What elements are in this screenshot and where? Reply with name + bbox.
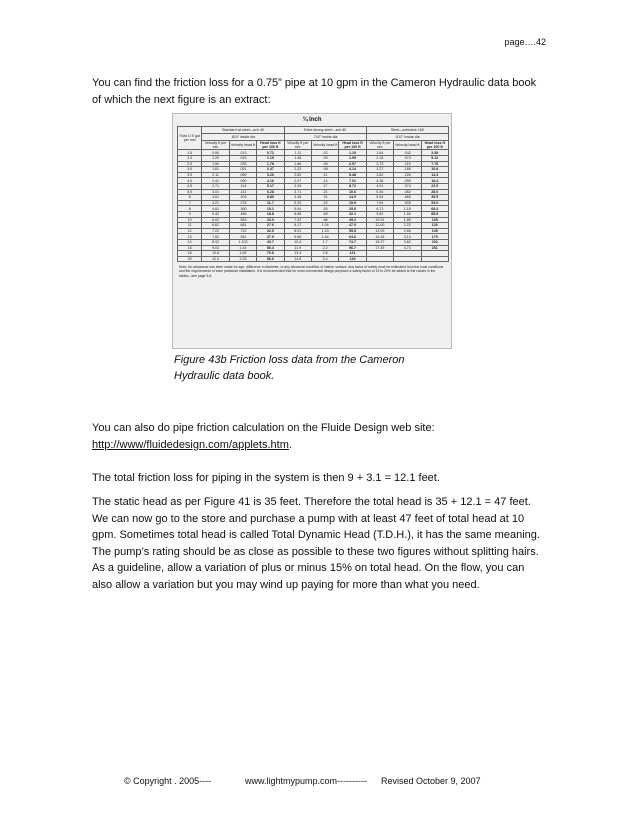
table-cell: .681 [229, 223, 256, 229]
table-cell: 2.25 [229, 256, 256, 262]
table-cell: 3.0 [178, 167, 202, 173]
table-cell: 39.5 [421, 195, 449, 201]
figure-title: ¾ Inch [302, 117, 322, 123]
column-header: Velocity ft per sec [366, 141, 393, 150]
table-cell: .051 [229, 167, 256, 173]
table-cell: 8.17 [284, 223, 311, 229]
table-cell: 16 [178, 251, 202, 257]
footer-copyright: © Copyright . 2005---- [124, 776, 212, 786]
table-cell: .86 [311, 217, 338, 223]
table-cell: 7 [178, 200, 202, 206]
table-cell: 13 [178, 234, 202, 240]
table-cell: .115 [394, 161, 421, 167]
table-cell: .69 [311, 211, 338, 217]
table-cell: 47.0 [339, 223, 366, 229]
table-cell: 18.4 [421, 178, 449, 184]
table-cell: .141 [229, 189, 256, 195]
table-cell: .665 [394, 195, 421, 201]
table-cell: 2.5 [178, 161, 202, 167]
table-cell: 37.9 [257, 234, 284, 240]
table-cell: 12.00 [366, 223, 393, 229]
table-cell [421, 256, 449, 262]
table-cell: .069 [229, 172, 256, 178]
column-header: Head loss ft per 100 ft [421, 141, 449, 150]
table-cell: 126 [421, 223, 449, 229]
table-cell: 10.8 [202, 251, 229, 257]
friction-loss-table [177, 126, 449, 262]
table-cell: .456 [229, 211, 256, 217]
table-cell: 2.11 [202, 172, 229, 178]
table-cell: 1.20 [202, 156, 229, 162]
table-cell: 4.91 [366, 183, 393, 189]
table-cell: .360 [229, 206, 256, 212]
table-cell: .035 [229, 161, 256, 167]
table-cell: 8.73 [366, 206, 393, 212]
table-cell: 17.45 [366, 245, 393, 251]
table-cell: 1.50 [202, 161, 229, 167]
column-header: Head loss ft per 100 ft [339, 141, 366, 150]
column-header: Velocity head ft [311, 141, 338, 150]
table-cell: 68.4 [421, 206, 449, 212]
fluide-paragraph [92, 420, 542, 453]
table-cell: .08 [311, 167, 338, 173]
table-cell: 0.90 [202, 150, 229, 156]
table-cell: 2.18 [366, 156, 393, 162]
table-cell: 4.21 [202, 200, 229, 206]
table-cell: 2.0 [178, 156, 202, 162]
table-cell: 12.0 [202, 256, 229, 262]
column-header: Head loss ft per 100 ft [257, 141, 284, 150]
table-cell: 121 [339, 251, 366, 257]
table-cell: 4.73 [394, 245, 421, 251]
table-cell: 17 [311, 183, 338, 189]
page-number: page….42 [504, 37, 546, 47]
table-cell: 19.9 [339, 200, 366, 206]
table-cell: 1.64 [366, 150, 393, 156]
table-cell: .226 [394, 172, 421, 178]
table-cell: 6.62 [202, 223, 229, 229]
fluide-period: . [288, 438, 292, 451]
table-cell: 2.41 [202, 178, 229, 184]
friction-loss-figure [172, 113, 452, 349]
table-cell: 2.97 [284, 178, 311, 184]
table-cell: 1.5 [178, 150, 202, 156]
table-cell: 1.50 [394, 211, 421, 217]
column-header-row [178, 141, 449, 150]
table-cell: 2.23 [394, 223, 421, 229]
table-cell: 3.34 [284, 183, 311, 189]
column-header: Velocity head ft [394, 141, 421, 150]
table-cell: 149 [421, 228, 449, 234]
table-cell: 1.44 [311, 234, 338, 240]
flow-header: Flow U S gal per min [178, 127, 202, 150]
table-cell: .074 [394, 156, 421, 162]
table-cell: 3.26 [257, 172, 284, 178]
table-cell: 5.20 [284, 200, 311, 206]
fluide-link[interactable]: http://www/fluidedesign.com/applets.htm [92, 438, 289, 451]
table-cell: 14.3 [421, 172, 449, 178]
table-cell: 0.72 [257, 150, 284, 156]
table-cell: 74.7 [339, 239, 366, 245]
table-cell: 4.81 [202, 206, 229, 212]
table-cell: 10.4 [284, 239, 311, 245]
table-cell: 8.72 [339, 183, 366, 189]
table-cell: 7.01 [339, 178, 366, 184]
table-cell: 2.73 [366, 161, 393, 167]
table-cell: 1.44 [229, 245, 256, 251]
table-cell: 105 [421, 217, 449, 223]
table-cell: .013 [229, 150, 256, 156]
table-cell: 25.6 [339, 206, 366, 212]
table-cell: 86.6 [257, 256, 284, 262]
table-cell: 10.91 [366, 217, 393, 223]
table-cell: 3.01 [202, 189, 229, 195]
table-cell: 1.99 [339, 156, 366, 162]
table-cell: 18.8 [257, 211, 284, 217]
table-cell: .55 [311, 206, 338, 212]
figure-caption: Figure 43b Friction loss data from the Cameron Hydraulic data book. [174, 354, 405, 382]
table-cell: 14.9 [339, 195, 366, 201]
table-cell: 5.45 [366, 189, 393, 195]
total-friction-paragraph: The total friction loss for piping in the system is then 9 + 3.1 = 12.1 feet. [92, 472, 440, 484]
table-cell: 85.8 [421, 211, 449, 217]
table-cell: 5.48 [339, 172, 366, 178]
table-cell: 175 [421, 234, 449, 240]
table-cell: 1.11 [284, 150, 311, 156]
table-cell: 1.23 [311, 228, 338, 234]
table-cell: 10.6 [339, 189, 366, 195]
table-cell: 14.18 [366, 234, 393, 240]
table-cell: .905 [394, 200, 421, 206]
table-cell: 64.6 [339, 234, 366, 240]
table-cell: .31 [311, 195, 338, 201]
table-cell: 1.85 [394, 217, 421, 223]
table-cell: 20 [178, 256, 202, 262]
table-cell: .11 [311, 172, 338, 178]
table-cell: 1.19 [339, 150, 366, 156]
footer-website: www.lightmypump.com---------- [245, 776, 367, 786]
table-cell: .05 [311, 161, 338, 167]
table-cell: .042 [394, 150, 421, 156]
table-cell: 1.48 [284, 156, 311, 162]
table-cell: .563 [229, 217, 256, 223]
table-cell: 7.76 [421, 161, 449, 167]
table-cell: 23.0 [257, 217, 284, 223]
table-cell: .166 [394, 167, 421, 173]
table-cell: 55.5 [339, 228, 366, 234]
column-header: Velocity ft per sec [202, 141, 229, 150]
group-header-sch80: Extra strong steel—sch 80 [284, 127, 366, 134]
table-cell: 9.65 [284, 234, 311, 240]
table-cell: .295 [394, 178, 421, 184]
table-cell: .14 [311, 178, 338, 184]
table-cell: 96.7 [339, 245, 366, 251]
friction-loss-rows [178, 150, 449, 262]
table-cell: 6.54 [366, 195, 393, 201]
inside-dia-sch80: .742" inside dia [284, 134, 366, 141]
table-cell: 4.16 [257, 178, 284, 184]
table-cell: 4.36 [366, 178, 393, 184]
table-cell: .374 [394, 183, 421, 189]
table-cell: .090 [229, 178, 256, 184]
table-cell: .02 [311, 150, 338, 156]
table-cell: 56.4 [257, 245, 284, 251]
column-header: Velocity ft per sec [284, 141, 311, 150]
table-cell: 9.82 [366, 211, 393, 217]
table-cell: 12 [178, 228, 202, 234]
table-cell: 15 [178, 245, 202, 251]
table-cell: 1.81 [202, 167, 229, 173]
table-cell: 10.8 [421, 167, 449, 173]
table-cell: 11.9 [284, 245, 311, 251]
table-cell: 15.1 [257, 206, 284, 212]
table-cell [366, 256, 393, 262]
footer-revised: Revised October 9, 2007 [381, 776, 481, 786]
table-cell: 11.7 [257, 200, 284, 206]
intro-paragraph: You can find the friction loss for a 0.75” pipe at 10 gpm in the Cameron Hydraulic data book of which the next figure is an extract: [92, 77, 537, 106]
table-cell: 8.91 [284, 228, 311, 234]
table-cell: 9 [178, 211, 202, 217]
table-cell: 7.22 [202, 228, 229, 234]
table-cell: 4.0 [178, 178, 202, 184]
table-cell: .203 [229, 195, 256, 201]
static-head-paragraph: The static head as per Figure 41 is 35 feet. Therefore the total head is 35 + 12.1 = 47 feet. We can now go to the store and purchase a pump with at least 47 feet of total head at 10 gpm. Sometimes total head is called Total Dynamic Head (T.D.H.), it has the same meaning. The pump’s rating should be as close as possible to these two figures without splitting hairs. As a guideline, allow a variation of plus or minus 15% on total head. On the flow, you can also allow a variation but you may wind up paying for more than what you need. [92, 496, 540, 591]
table-cell: 6.68 [284, 211, 311, 217]
fluide-text: You can also do pipe friction calculation on the Fluide Design web site: [92, 422, 435, 434]
table-cell: 1.19 [257, 156, 284, 162]
group-header-sch40: Standard wt steel—sch 40 [202, 127, 284, 134]
table-cell: 1.103 [229, 239, 256, 245]
table-cell: 2.8 [311, 251, 338, 257]
table-cell: 22.9 [421, 183, 449, 189]
table-cell: 7.64 [366, 200, 393, 206]
table-cell: 2.66 [394, 228, 421, 234]
table-cell: 3.5 [178, 172, 202, 178]
table-cell [394, 256, 421, 262]
table-cell: 202 [421, 239, 449, 245]
table-cell: 3.61 [202, 195, 229, 201]
table-cell: .951 [229, 234, 256, 240]
figure-note: Note: No allowance has been made for age, difference in diameter, or any abnormal condition of interior surface. Any factor of safety must be estimated from the local conditions and the requirements of each particular installation. It is recommended that for most commercial design purposes a safety factor of 15 to 20% be added to the values in the tables—see page 3-5. [179, 265, 444, 278]
table-cell: 1.78 [257, 161, 284, 167]
table-cell: 2.47 [257, 167, 284, 173]
table-cell: 13.4 [284, 251, 311, 257]
table-cell: 2.97 [339, 161, 366, 167]
table-cell: 43.7 [257, 239, 284, 245]
table-cell: 3.13 [394, 234, 421, 240]
table-cell: 70.6 [257, 251, 284, 257]
table-cell: 27.6 [257, 223, 284, 229]
table-cell: .023 [229, 156, 256, 162]
table-cell: .42 [311, 200, 338, 206]
table-cell: .276 [229, 200, 256, 206]
table-cell: 1.04 [311, 223, 338, 229]
table-cell: 10 [178, 217, 202, 223]
table-cell: 5.0 [178, 189, 202, 195]
table-row [178, 256, 449, 262]
table-cell: 5.17 [257, 183, 284, 189]
table-cell: 6.28 [257, 189, 284, 195]
table-cell: 7.82 [202, 234, 229, 240]
table-cell: 4.14 [339, 167, 366, 173]
table-cell: 261 [421, 245, 449, 251]
table-cell: 2.71 [202, 183, 229, 189]
table-cell: 39.2 [339, 217, 366, 223]
table-cell: 2.2 [311, 245, 338, 251]
inside-dia-sch40: .824" inside dia [202, 134, 284, 141]
table-cell: 7.42 [284, 217, 311, 223]
table-cell: 2.23 [284, 167, 311, 173]
table-cell: 1.82 [229, 251, 256, 257]
table-cell: 2.55 [421, 150, 449, 156]
table-cell: 3.4 [311, 256, 338, 262]
table-cell: 6 [178, 195, 202, 201]
table-cell: .114 [229, 183, 256, 189]
column-header: Velocity head ft [229, 141, 256, 150]
table-cell: 1.86 [284, 161, 311, 167]
table-cell: 3.82 [366, 172, 393, 178]
table-cell: 14 [178, 239, 202, 245]
table-cell: 32.1 [339, 211, 366, 217]
table-cell: 32.5 [257, 228, 284, 234]
table-cell: 4.5 [178, 183, 202, 189]
table-cell: 5.12 [421, 156, 449, 162]
table-cell: 5.42 [202, 211, 229, 217]
table-cell: 15.27 [366, 239, 393, 245]
table-cell: .21 [311, 189, 338, 195]
table-cell: 5.94 [284, 206, 311, 212]
table-cell: 53.0 [421, 200, 449, 206]
table-cell: 6.02 [202, 217, 229, 223]
table-cell: .462 [394, 189, 421, 195]
table-cell: 3.27 [366, 167, 393, 173]
table-cell: 8.42 [202, 239, 229, 245]
table-cell: 13.09 [366, 228, 393, 234]
table-cell: 28.0 [421, 189, 449, 195]
table-cell: 3.62 [394, 239, 421, 245]
table-cell: .03 [311, 156, 338, 162]
group-header-sch160: Steel—schedule 160 [366, 127, 448, 134]
table-cell: 4.45 [284, 195, 311, 201]
table-cell: 149 [339, 256, 366, 262]
table-cell: 1.18 [394, 206, 421, 212]
table-cell: 8.80 [257, 195, 284, 201]
table-cell: .722 [229, 228, 256, 234]
table-cell: 3.71 [284, 189, 311, 195]
table-cell: 11 [178, 223, 202, 229]
table-cell: 8 [178, 206, 202, 212]
inside-dia-sch160: .612" inside dia [366, 134, 448, 141]
table-cell: 1.7 [311, 239, 338, 245]
table-cell: 9.03 [202, 245, 229, 251]
table-cell: 14.8 [284, 256, 311, 262]
table-cell: 2.60 [284, 172, 311, 178]
